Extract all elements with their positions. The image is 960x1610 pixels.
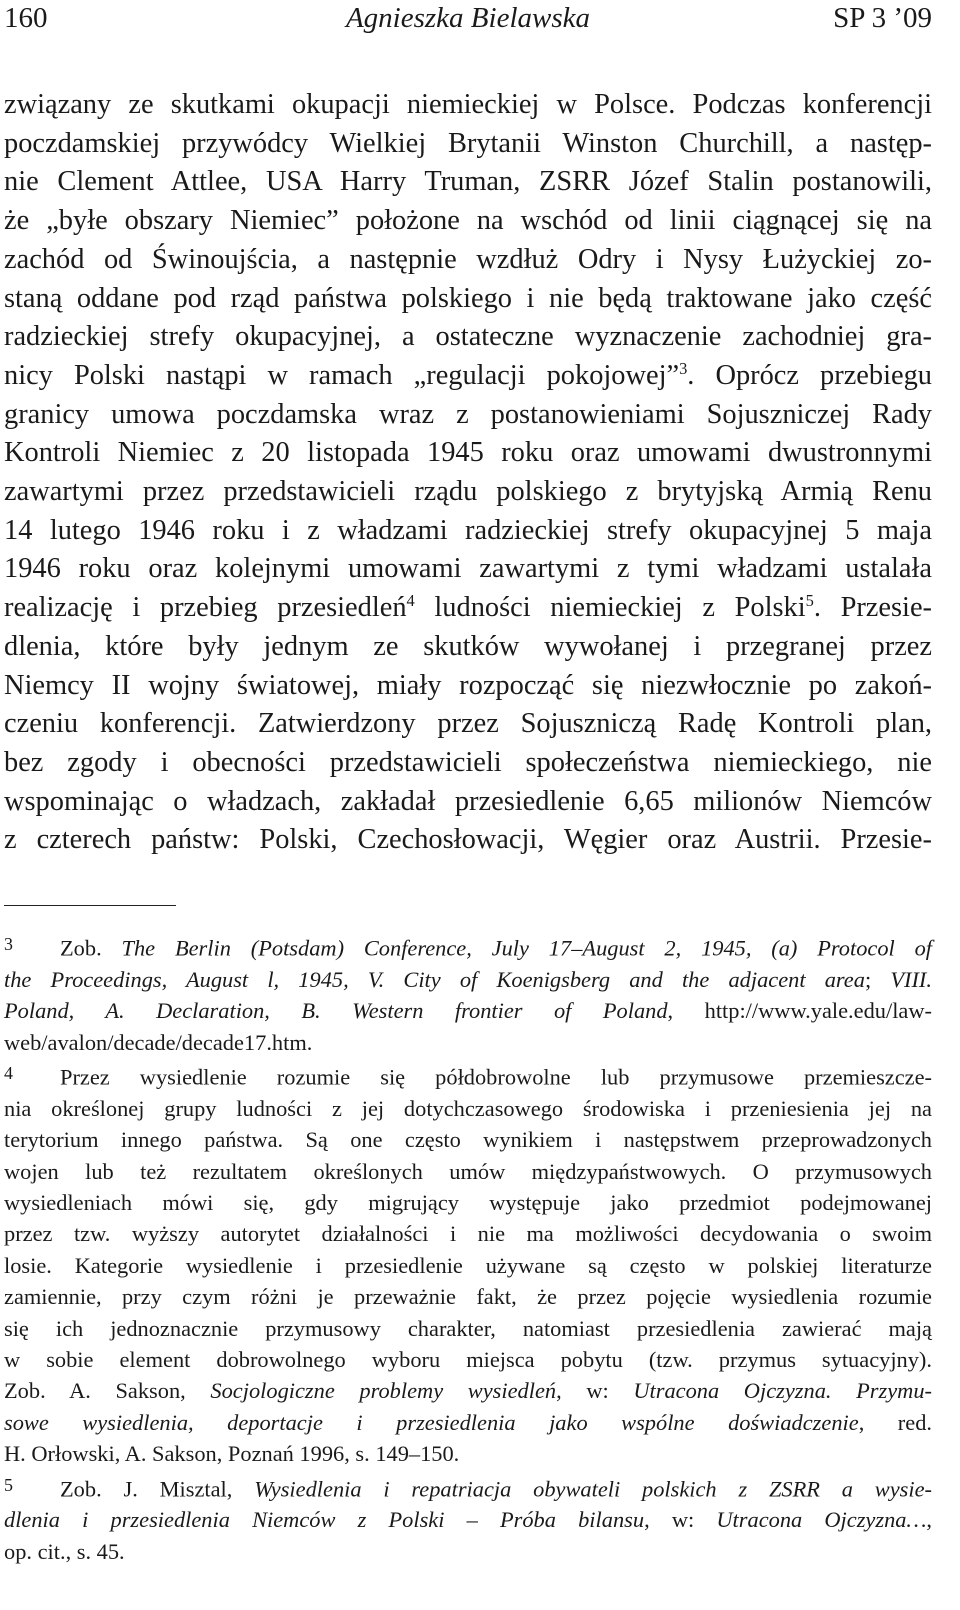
footnote-5-line: op. cit., s. 45. xyxy=(4,1538,125,1564)
footnote-4-line: wysiedleniach mówi się, gdy migrujący występuje jako przedmiot podejmowanej xyxy=(4,1190,932,1215)
body-line: zachód od Świnoujścia, a następnie wzdłuż Odry i Nysy Łużyckiej zo- xyxy=(4,243,932,275)
footnote-title: The Berlin (Potsdam) Conference, July 17–August 2, 1945, (a) Protocol of xyxy=(121,935,933,961)
footnote-4-line: zamiennie, przy czym różni je przeważnie fakt, że przez pojęcie wysiedlenia rozumie xyxy=(4,1284,932,1310)
footnote-ref-3[interactable]: 3 xyxy=(679,358,688,378)
footnote-title: sowe wysiedlenia, deportacje i przesiedlenia jako wspólne doświadczenie xyxy=(4,1409,859,1435)
footnote-link[interactable]: web/avalon/decade/decade17.htm. xyxy=(4,1029,313,1055)
footnote-title: Utracona Ojczyzna… xyxy=(716,1507,927,1533)
footnote-title: dlenia i przesiedlenia Niemców z Polski – Próba bilansu xyxy=(4,1507,645,1533)
footnote-text: ; xyxy=(864,966,891,992)
body-line: 1946 roku oraz kolejnymi umowami zawartymi z tymi władzami ustalała xyxy=(4,553,932,585)
body-line: staną oddane pod rząd państwa polskiego i nie będą traktowane jako część xyxy=(4,282,932,314)
footnote-4-line: przez tzw. wyższy autorytet działalności i nie ma możliwości decydowania o swoim xyxy=(4,1221,932,1247)
footnote-text: , xyxy=(926,1507,932,1533)
running-header xyxy=(4,0,932,48)
footnote-4-line: terytorium innego państwa. Są one często wynikiem i następstwem przeprowadzonych xyxy=(4,1127,932,1153)
footnote-3-line xyxy=(4,964,932,995)
footnote-text: Zob. xyxy=(60,935,122,961)
body-line: związany ze skutkami okupacji niemieckiej w Polsce. Podczas konferencji xyxy=(4,89,932,120)
footnote-4-line: wojen lub też rezultatem określonych umów międzypaństwowych. O przymusowych xyxy=(4,1158,932,1184)
body-text-segment: ludności niemieckiej z Polski xyxy=(414,592,806,624)
footnote-4-line xyxy=(4,1375,932,1406)
footnote-title: Utracona Ojczyzna. Przymu- xyxy=(633,1378,932,1404)
body-line xyxy=(4,357,932,396)
footnote-text: , w: xyxy=(644,1507,717,1533)
body-line: bez zgody i obecności przedstawicieli społeczeństwa niemieckiego, nie xyxy=(4,746,932,778)
journal-issue: SP 3 ’09 xyxy=(833,2,932,34)
footnote-text: , w: xyxy=(556,1378,634,1404)
footnote-4-line: nia określonej grupy ludności z jej dotychczasowego środowiska i przeniesienia jej na xyxy=(4,1095,932,1121)
footnote-text: Zob. A. Sakson, xyxy=(4,1378,211,1404)
body-line: granicy umowa poczdamska wraz z postanowieniami Sojuszniczej Rady xyxy=(4,398,932,430)
footnote-link[interactable]: , http://www.yale.edu/law- xyxy=(667,998,932,1024)
body-line: radzieckiej strefy okupacyjnej, a ostateczne wyznaczenie zachodniej gra- xyxy=(4,321,932,353)
footnote-3-line xyxy=(4,929,932,964)
footnote-3-line xyxy=(4,995,932,1026)
footnote-ref-5[interactable]: 5 xyxy=(805,590,814,610)
body-line: Kontroli Niemiec z 20 listopada 1945 roku oraz umowami dwustronnymi xyxy=(4,437,932,469)
footnote-3-line xyxy=(4,1027,932,1058)
footnote-title: Wysiedlenia i repatriacja obywateli polskich z ZSRR a wysie- xyxy=(254,1476,933,1502)
page xyxy=(4,0,933,1564)
footnote-ref-4[interactable]: 4 xyxy=(406,590,415,610)
footnote-number-5: 5 xyxy=(4,1474,13,1495)
body-line: wspominając o władzach, zakładał przesiedlenie 6,65 milionów Niemców xyxy=(4,785,932,817)
footnotes xyxy=(4,929,932,1567)
body-text-segment: . Oprócz przebiegu xyxy=(687,359,932,391)
footnote-text: Przez wysiedlenie rozumie się półdobrowolne lub przymusowe przemieszcze- xyxy=(60,1064,932,1090)
body-line: z czterech państw: Polski, Czechosłowacji, Węgier oraz Austrii. Przesie- xyxy=(4,824,932,856)
footnote-text: Zob. J. Misztal, xyxy=(60,1476,255,1502)
footnote-number-4: 4 xyxy=(4,1063,13,1083)
body-text-segment: realizację i przebieg przesiedleń xyxy=(4,592,407,624)
body-line: poczdamskiej przywódcy Wielkiej Brytanii Winston Churchill, a następ- xyxy=(4,127,932,159)
page-number: 160 xyxy=(4,2,48,34)
body-text-segment: . Przesie- xyxy=(813,592,933,624)
running-author: Agnieszka Bielawska xyxy=(345,2,591,34)
footnote-4-line xyxy=(4,1407,932,1438)
footnote-title: Socjologiczne problemy wysiedleń xyxy=(210,1378,557,1404)
footnote-text: , red. xyxy=(858,1409,932,1435)
footnote-title: the Proceedings, August l, 1945, V. City of Koenigsberg and the adjacent area xyxy=(4,966,865,992)
footnote-4-line: w sobie element dobrowolnego wyboru miejsca pobytu (tzw. przymus sytuacyjny). xyxy=(4,1347,932,1373)
body-line: dlenia, które były jednym ze skutków wywołanej i przegranej przez xyxy=(4,630,932,662)
body-line xyxy=(4,589,932,628)
footnote-4-line xyxy=(4,1058,932,1093)
body-line: nie Clement Attlee, USA Harry Truman, ZSRR Józef Stalin postanowili, xyxy=(4,166,932,198)
footnote-4-line: losie. Kategorie wysiedlenie i przesiedlenie używane są często w polskiej literaturze xyxy=(4,1252,932,1278)
body-text-segment: nicy Polski nastąpi w ramach „regulacji pokojowej” xyxy=(4,359,680,391)
footnote-separator xyxy=(4,905,176,906)
body-line: Niemcy II wojny światowej, miały rozpocząć się niezwłocznie po zakoń- xyxy=(4,669,932,701)
footnote-5-line xyxy=(4,1504,932,1535)
body-text xyxy=(4,86,932,860)
footnote-number-3: 3 xyxy=(4,934,13,954)
body-line: czeniu konferencji. Zatwierdzony przez Sojuszniczą Radę Kontroli plan, xyxy=(4,708,932,740)
footnote-title: Poland, A. Declaration, B. Western frontier of Poland xyxy=(4,998,668,1024)
body-line: że „byłe obszary Niemiec” położone na wschód od linii ciągnącej się na xyxy=(4,205,932,237)
footnote-5-line xyxy=(4,1470,932,1505)
body-line: zawartymi przez przedstawicieli rządu polskiego z brytyjską Armią Renu xyxy=(4,476,932,508)
footnote-4-line: się ich jednoznacznie przymusowy charakter, natomiast przesiedlenia zawierać mają xyxy=(4,1315,932,1341)
footnote-4-line: H. Orłowski, A. Sakson, Poznań 1996, s. 149–150. xyxy=(4,1441,460,1467)
body-line: 14 lutego 1946 roku i z władzami radzieckiej strefy okupacyjnej 5 maja xyxy=(4,514,932,546)
footnote-title: VIII. xyxy=(890,966,932,992)
